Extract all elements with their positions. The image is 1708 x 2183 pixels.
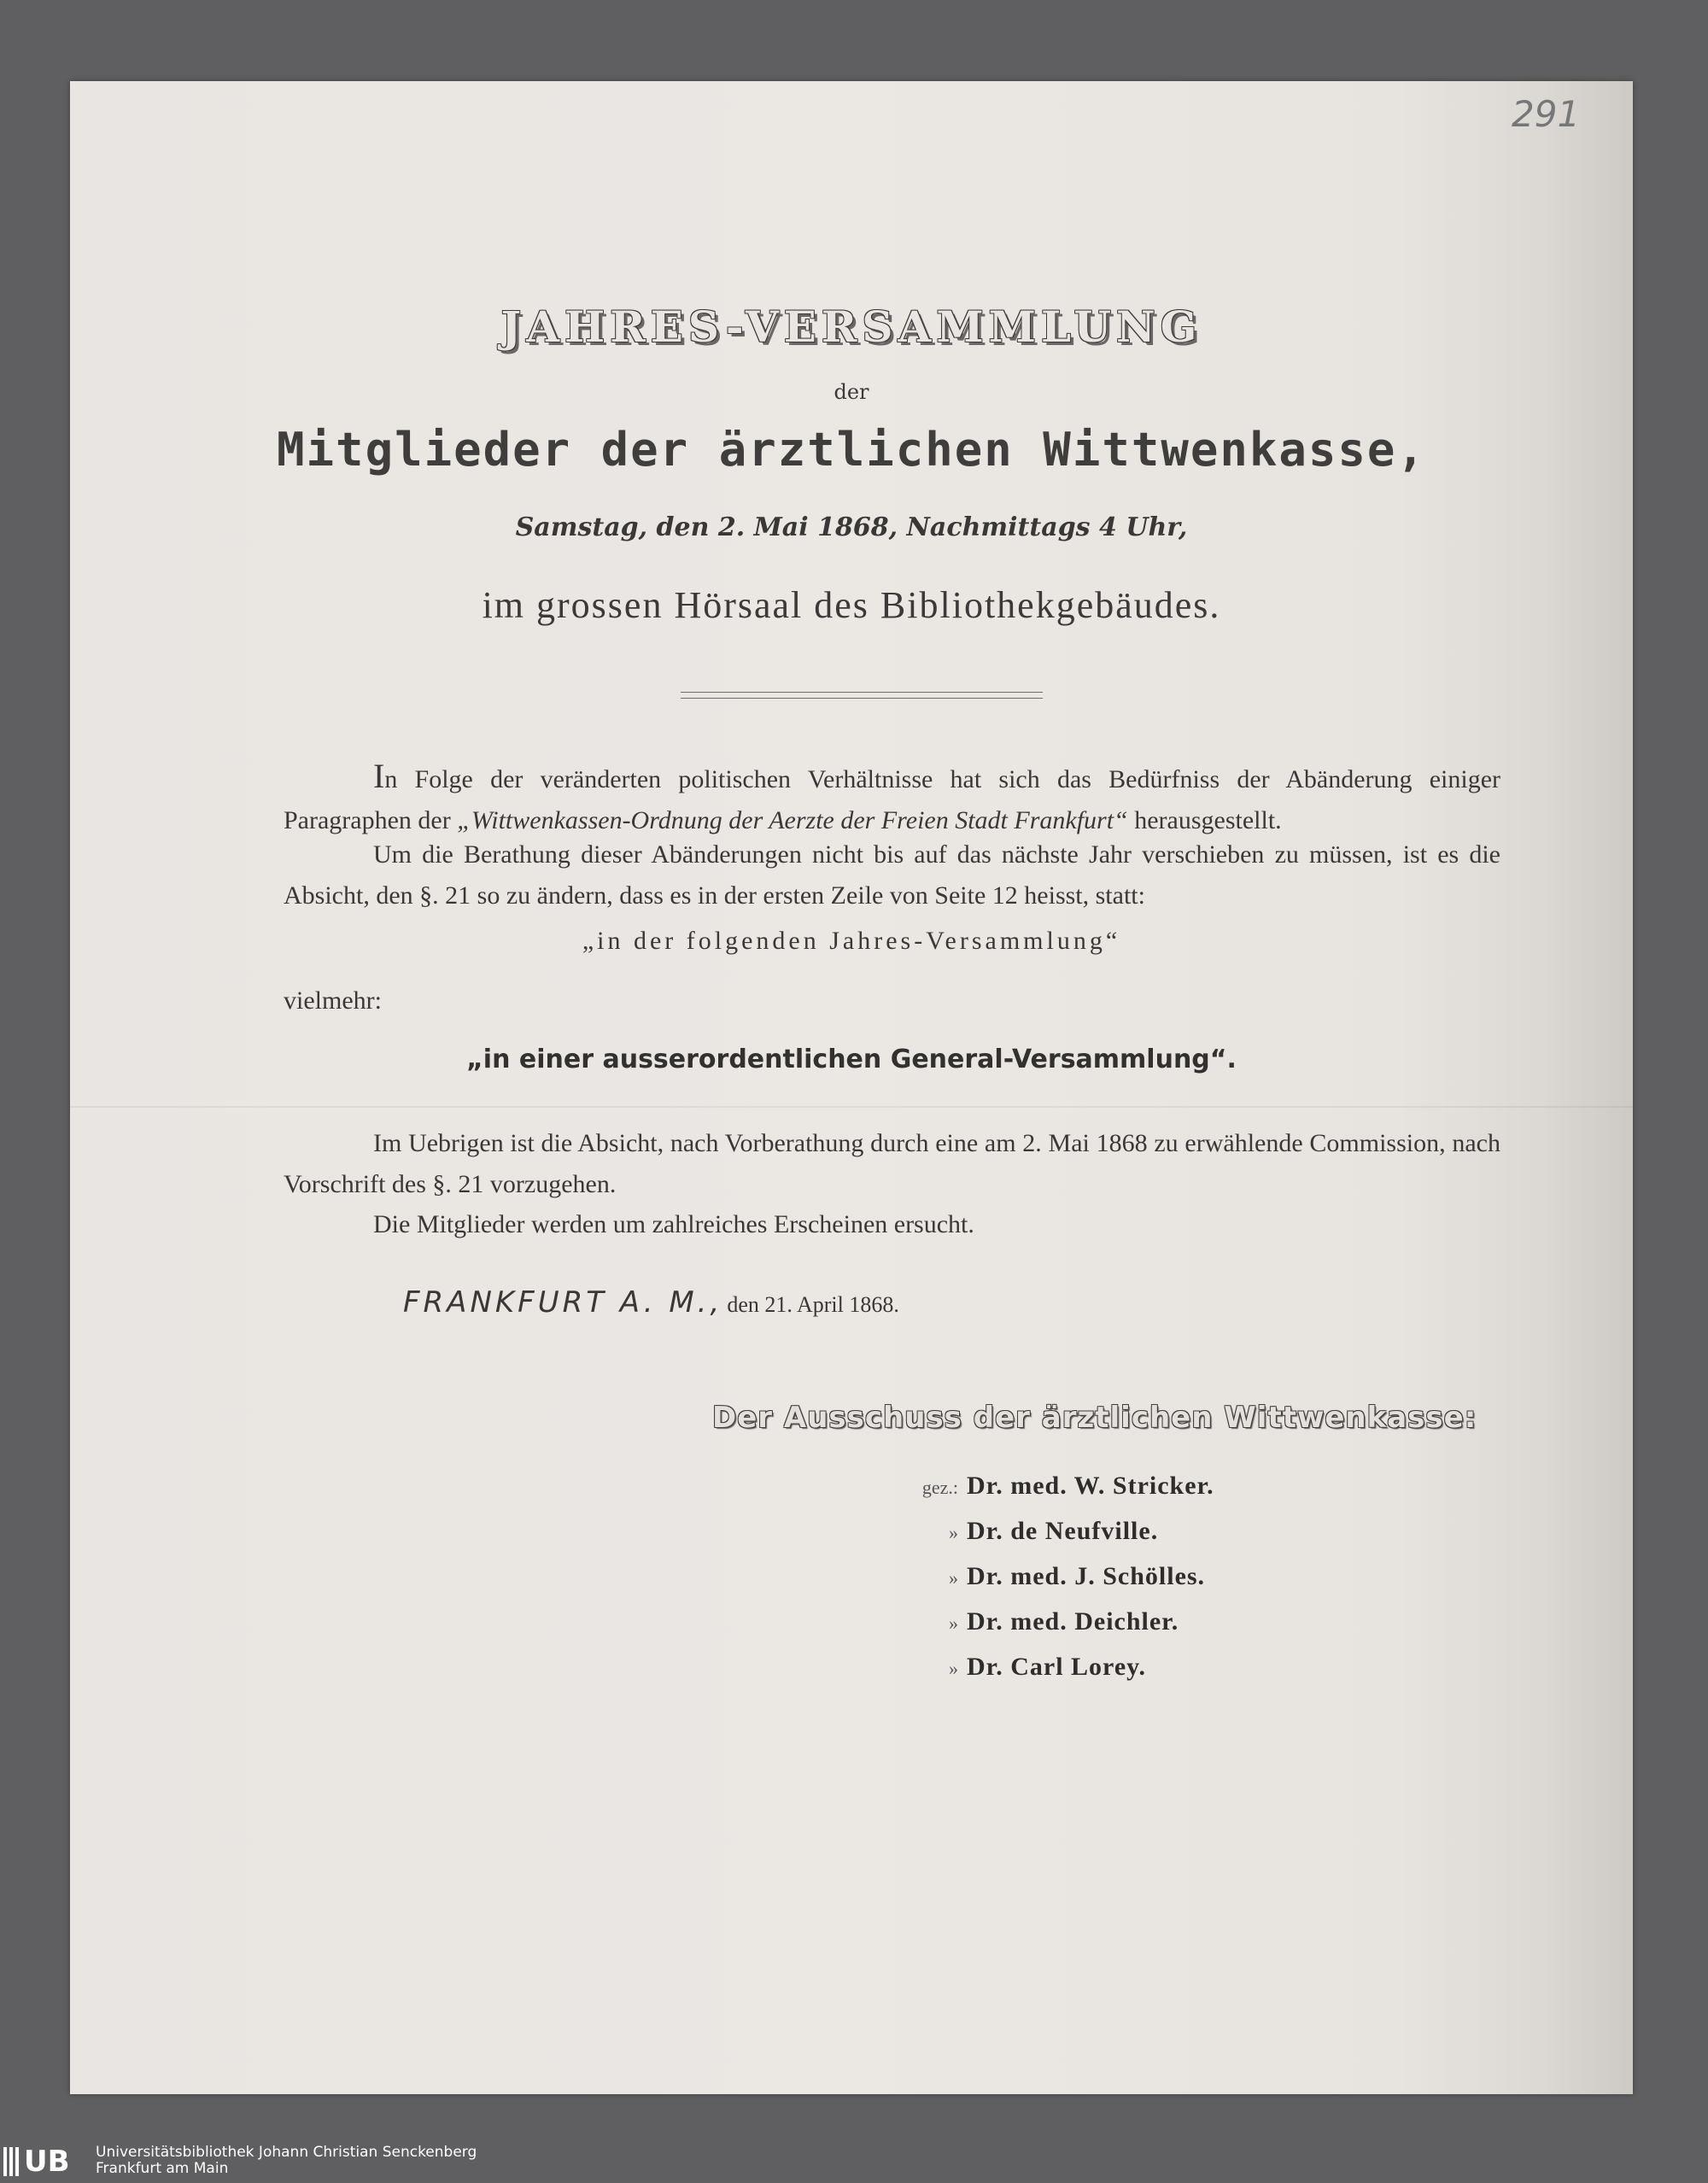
signature-name: Dr. med. W. Stricker.	[967, 1472, 1214, 1500]
signature-name: Dr. med. Deichler.	[967, 1607, 1179, 1636]
signature-prefix: gez.:	[921, 1477, 958, 1498]
document-page	[70, 81, 1633, 2094]
divider	[681, 692, 1043, 699]
signature-row	[894, 1607, 1214, 1653]
logo-text: UB	[24, 2145, 70, 2179]
place: FRANKFURT A. M.,	[403, 1285, 723, 1320]
vielmehr-label: vielmehr:	[284, 986, 382, 1015]
logo-bars-icon	[3, 2147, 19, 2176]
place-date	[403, 1285, 899, 1320]
signature-list	[894, 1472, 1214, 1698]
paragraph-3: Im Uebrigen ist die Absicht, nach Vorberathung durch eine am 2. Mai 1868 zu erwählende Commission, nach Vorschrift des §. 21 vorzugehen.	[284, 1129, 1500, 1198]
signature-name: Dr. med. J. Schölles.	[967, 1562, 1206, 1590]
meeting-location: im grossen Hörsaal des Bibliothekgebäudes.	[482, 584, 1221, 626]
signature-name: Dr. de Neufville.	[967, 1517, 1159, 1545]
quote-new: „in einer ausserordentlichen General-Versammlung“.	[466, 1045, 1237, 1074]
signature-prefix: »	[949, 1567, 958, 1589]
title-connector: der	[834, 380, 869, 404]
paragraph-1	[284, 756, 1500, 841]
date: den 21. April 1868.	[727, 1292, 899, 1317]
signature-row	[894, 1472, 1214, 1517]
meeting-date: Samstag, den 2. Mai 1868, Nachmittags 4 Uhr,	[515, 512, 1188, 542]
footer-line-1: Universitätsbibliothek Johann Christian Senckenberg	[96, 2144, 477, 2161]
library-logo	[3, 2145, 92, 2179]
footer-bar	[0, 2139, 1708, 2183]
signature-row	[894, 1517, 1214, 1562]
archive-number: 291	[1512, 93, 1581, 135]
signature-prefix: »	[949, 1522, 958, 1543]
signature-prefix: »	[949, 1658, 958, 1679]
paragraph-1-end: herausgestellt.	[1127, 806, 1282, 834]
footer-text	[96, 2145, 477, 2177]
page-subtitle: Mitglieder der ärztlichen Wittwenkasse,	[277, 423, 1426, 477]
paragraph-4: Die Mitglieder werden um zahlreiches Erscheinen ersucht.	[373, 1210, 974, 1238]
fold-line	[70, 1106, 1633, 1108]
signature-name: Dr. Carl Lorey.	[967, 1653, 1146, 1681]
signature-row	[894, 1562, 1214, 1607]
signature-prefix: »	[949, 1612, 958, 1634]
signature-row	[894, 1653, 1214, 1698]
paragraph-1-text: n Folge der veränderten politischen Verhältnisse hat sich das Bedürfniss der Abänderung einiger Paragraphen der	[284, 765, 1500, 834]
quote-old: „in der folgenden Jahres-Versammlung“	[582, 927, 1121, 955]
paragraph-1-italic: „Wittwenkassen-Ordnung der Aerzte der Freien Stadt Frankfurt“	[457, 806, 1128, 834]
committee-heading: Der Ausschuss der ärztlichen Wittwenkasse:	[712, 1401, 1477, 1435]
paragraph-2: Um die Berathung dieser Abänderungen nicht bis auf das nächste Jahr verschieben zu müssen, ist es die Absicht, den §. 21 so zu ändern, dass es in der ersten Zeile von Seite 12 heisst, statt:	[284, 840, 1500, 910]
footer-line-2: Frankfurt am Main	[96, 2160, 229, 2177]
initial-letter: I	[373, 757, 385, 795]
page-title: JAHRES-VERSAMMLUNG	[500, 301, 1202, 352]
